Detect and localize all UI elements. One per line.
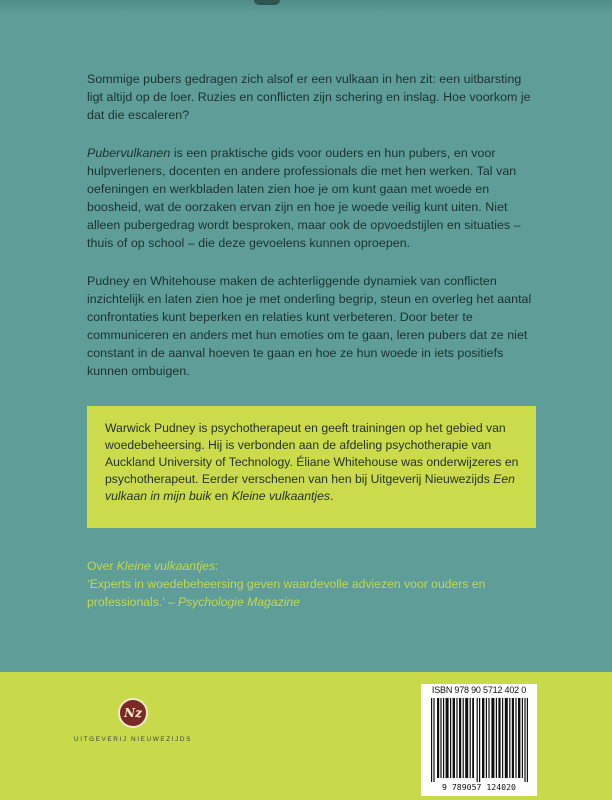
quote-text: ‘Experts in woedebeheersing geven waardevolle adviezen voor ouders en professionals.’ – <box>87 577 486 609</box>
publisher-logo <box>118 698 148 728</box>
bio-book-1: Een vulkaan in mijn buik <box>105 472 515 503</box>
bio-text: Warwick Pudney is psychotherapeut en geeft trainingen op het gebied van woedebeheersing. Hij is verbonden aan de afdeling psychotherapie van Auckland University of Technology. Éliane Whitehouse was onderwijzeres en psychotherapeut. Eerder verschenen van hen bij Uitgeverij Nieuwezijds <box>105 421 519 486</box>
quote-source: Psychologie Magazine <box>178 595 300 609</box>
review-quote <box>87 557 547 611</box>
top-shadow <box>0 0 612 14</box>
quote-book: Kleine vulkaantjes <box>116 559 216 573</box>
bio-conjunction: en <box>211 489 232 503</box>
isbn-text: ISBN 978 90 5712 402 0 <box>431 685 527 695</box>
approach-paragraph: Pudney en Whitehouse maken de achterliggende dynamiek van conflicten inzichtelijk en laten zien hoe je met onderling begrip, steun en overleg het aantal confrontaties kunt beperken en relaties kunt verbeteren. Door beter te communiceren en anders met hun emoties om te gaan, leren pubers dat ze niet constant in de aanval hoeven te gaan en hoe ze hun woede in iets positiefs kunnen ombuigen. <box>87 274 532 378</box>
bio-book-2: Kleine vulkaantjes <box>231 489 330 503</box>
barcode-label <box>421 684 537 796</box>
quote-suffix: : <box>215 559 219 573</box>
book-title: Pubervulkanen <box>87 146 171 160</box>
publisher-logo-letters: Nz <box>124 706 142 720</box>
author-bio <box>105 420 523 505</box>
description-text: is een praktische gids voor ouders en hun pubers, en voor hulpverleners, docenten en andere professionals die met hen werken. Tal van oefeningen en werkbladen laten zien hoe je om kunt gaan met woede en boosheid, wat de oorzaken ervan zijn en hoe je woede veilig kunt uiten. Niet alleen pubergedrag wordt besproken, maar ook de opvoedstijlen en situaties – thuis of op school – die deze gevoelens kunnen oproepen. <box>87 146 521 250</box>
barcode <box>429 698 533 782</box>
quote-heading <box>87 557 547 575</box>
author-bio-box <box>87 406 536 528</box>
ean-digits: 9 789057 124020 <box>442 782 516 792</box>
publisher-name: UITGEVERIJ NIEUWEZIJDS <box>74 736 192 743</box>
quote-body <box>87 575 547 611</box>
top-edge-mark <box>254 0 280 5</box>
quote-prefix: Over <box>87 559 117 573</box>
bio-end: . <box>329 489 334 503</box>
description-paragraph <box>87 144 533 252</box>
intro-paragraph: Sommige pubers gedragen zich alsof er een vulkaan in hen zit: een uitbarsting ligt altijd op de loer. Ruzies en conflicten zijn schering en inslag. Hoe voorkom je dat die escaleren? <box>87 72 531 122</box>
